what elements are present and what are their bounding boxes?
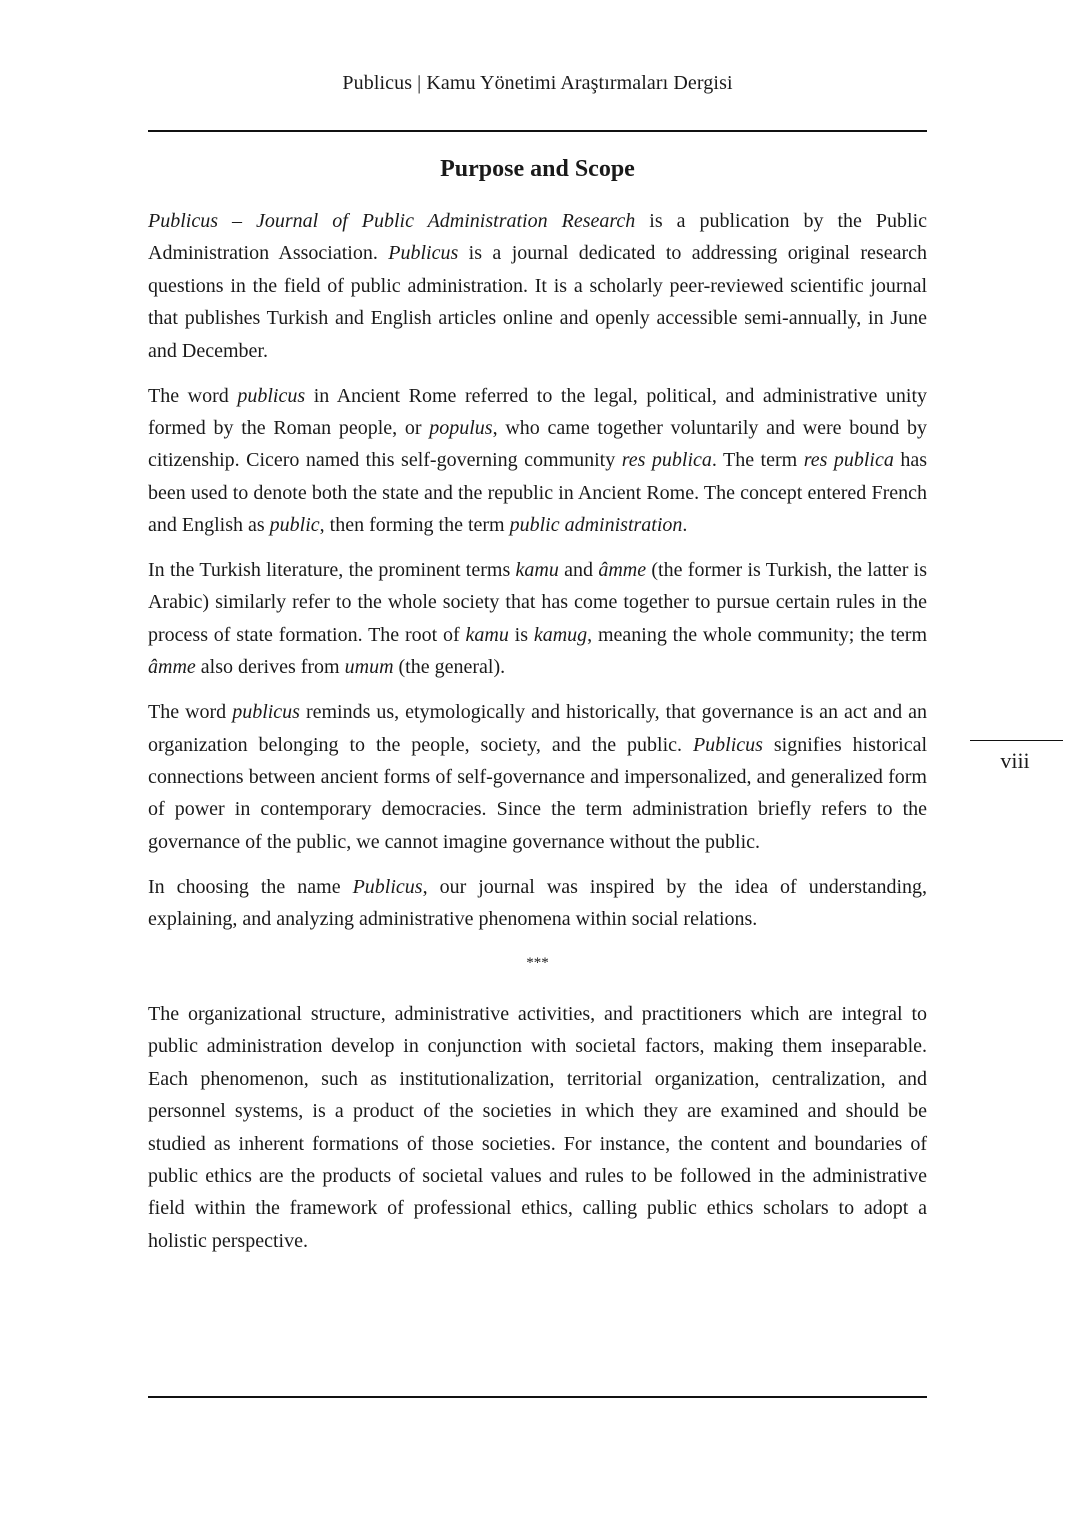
paragraph xyxy=(148,380,927,542)
italic-term: res publica xyxy=(621,449,712,472)
paragraph xyxy=(148,554,927,684)
italic-term: kamu xyxy=(465,623,509,646)
italic-term: Publicus xyxy=(388,242,459,265)
italic-term: publicus xyxy=(237,384,306,407)
paragraph xyxy=(148,871,927,936)
running-header: Publicus | Kamu Yönetimi Araştırmaları Dergisi xyxy=(342,72,733,94)
italic-term: public xyxy=(269,514,320,537)
header-rule xyxy=(148,130,927,132)
section-separator: *** xyxy=(526,955,549,972)
text-run: The organizational structure, administrative activities, and practitioners which are integral to public administration develop in conjunction with societal factors, making them inseparable. Each phenomenon, such as institutionalization, territorial organization, centralization, and personnel systems, is a product of the societies in which they are examined and should be studied as inherent formations of those societies. For instance, the content and boundaries of public ethics are the products of societal values and rules to be followed in the administrative field within the framework of professional ethics, calling public ethics scholars to adopt a holistic perspective. xyxy=(148,1003,927,1252)
italic-term: Publicus – Journal of Public Administration Research xyxy=(148,210,636,232)
italic-term: umum xyxy=(344,656,394,679)
text-run: reminds us, etymologically and historically, that governance is an act and an organization belonging to the people, society, and the public. xyxy=(148,701,928,756)
paragraph xyxy=(148,998,927,1257)
italic-term: kamu xyxy=(515,559,559,582)
text-run: , meaning the whole community; the term xyxy=(587,623,927,646)
page-number-rule xyxy=(970,740,1063,741)
text-run: , who came together voluntarily and were bound by citizenship. Cicero named this self-governing community xyxy=(148,416,927,472)
paragraph xyxy=(148,205,927,367)
text-run: , then forming the term xyxy=(319,514,510,537)
text-run: (the former is Turkish, the latter is Arabic) similarly refer to the whole society that has come together to pursue certain rules in the process of state formation. The root of xyxy=(148,559,928,646)
text-run: is a journal dedicated to addressing original research questions in the field of public administration. It is a scholarly peer-reviewed scientific journal that publishes Turkish and English articles online and openly accessible semi-annually, in June and December. xyxy=(148,242,927,362)
paragraphs-after-separator xyxy=(148,998,927,1257)
text-run: The word xyxy=(148,701,233,724)
text-run: in Ancient Rome referred to the legal, political, and administrative unity formed by the Roman people, or xyxy=(148,384,927,439)
italic-term: publicus xyxy=(232,701,300,724)
footer-rule xyxy=(148,1396,927,1398)
text-run: also derives from xyxy=(195,656,345,679)
text-run: . The term xyxy=(711,449,804,472)
page-number: viii xyxy=(1000,748,1030,773)
text-run: , our journal was inspired by the idea of understanding, explaining, and analyzing administrative phenomena within social relations. xyxy=(148,875,928,931)
text-run: is xyxy=(508,623,534,646)
italic-term: Publicus xyxy=(352,875,423,898)
text-run: . xyxy=(682,514,688,537)
text-run: The word xyxy=(148,384,238,407)
italic-term: public administration xyxy=(509,514,683,537)
italic-term: âmme xyxy=(148,656,196,679)
text-run: signifies historical connections between ancient forms of self-governance and impersonalized, and generalized form of power in contemporary democracies. Since the term administration briefly refers to the governance of the public, we cannot imagine governance without the public. xyxy=(148,733,927,853)
page-title: Purpose and Scope xyxy=(440,156,635,182)
text-run: has been used to denote both the state and the republic in Ancient Rome. The concept entered French and English as xyxy=(148,449,927,537)
paragraph xyxy=(148,696,927,858)
italic-term: âmme xyxy=(598,559,647,582)
text-run: (the general). xyxy=(393,656,506,679)
text-run: In choosing the name xyxy=(148,875,353,898)
paragraphs-before-separator xyxy=(148,205,927,936)
text-run: is a publication by the Public Administration Association. xyxy=(148,210,928,265)
italic-term: populus xyxy=(429,416,493,439)
text-run: and xyxy=(558,559,599,582)
text-run: In the Turkish literature, the prominent terms xyxy=(148,559,516,582)
italic-term: res publica xyxy=(803,449,894,472)
italic-term: Publicus xyxy=(692,733,763,756)
italic-term: kamug xyxy=(533,623,588,646)
body-text xyxy=(148,205,927,1270)
